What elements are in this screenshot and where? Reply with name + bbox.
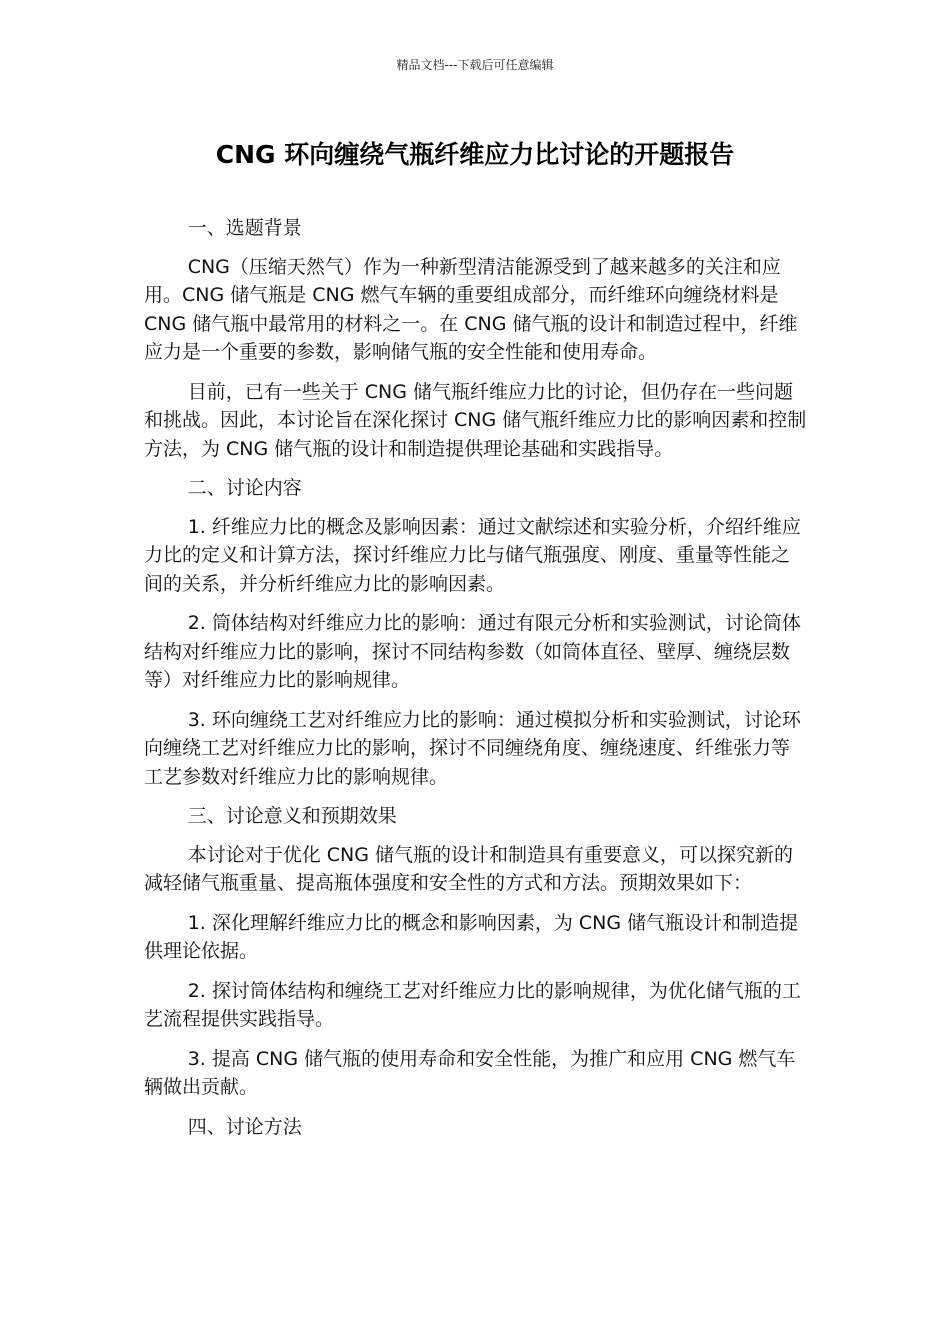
section-heading-method: 四、讨论方法 (187, 1115, 302, 1138)
document-body (144, 214, 808, 1151)
document-title: CNG 环向缠绕气瓶纤维应力比讨论的开题报告 (215, 140, 735, 169)
list-item: 3. 提高 CNG 储气瓶的使用寿命和安全性能，为推广和应用 CNG 燃气车辆做出贡献。 (144, 1047, 796, 1098)
paragraph: CNG（压缩天然气）作为一种新型清洁能源受到了越来越多的关注和应用。CNG 储气瓶是 CNG 燃气车辆的重要组成部分，而纤维环向缠绕材料是 CNG 储气瓶中最常用的材料之一。在 CNG 储气瓶的设计和制造过程中，纤维应力是一个重要的参数，影响储气瓶的安全性能和使用寿命。 (144, 255, 798, 363)
section-heading-content: 二、讨论内容 (187, 477, 302, 499)
section-heading-background: 一、选题背景 (187, 217, 302, 239)
paragraph: 目前，已有一些关于 CNG 储气瓶纤维应力比的讨论，但仍存在一些问题和挑战。因此，本讨论旨在深化探讨 CNG 储气瓶纤维应力比的影响因素和控制方法，为 CNG 储气瓶的设计和制造提供理论基础和实践指导。 (144, 380, 807, 460)
list-item: 2. 探讨筒体结构和缠绕工艺对纤维应力比的影响规律，为优化储气瓶的工艺流程提供实践指导。 (144, 979, 801, 1030)
list-item: 1. 深化理解纤维应力比的概念和影响因素，为 CNG 储气瓶设计和制造提供理论依据。 (144, 911, 799, 962)
section-heading-significance: 三、讨论意义和预期效果 (187, 805, 397, 827)
list-item: 2. 筒体结构对纤维应力比的影响：通过有限元分析和实验测试，讨论筒体结构对纤维应力比的影响，探讨不同结构参数（如筒体直径、壁厚、缠绕层数等）对纤维应力比的影响规律。 (144, 612, 801, 691)
page-header: 精品文档---下载后可任意编辑 (396, 58, 554, 72)
list-item: 1. 纤维应力比的概念及影响因素：通过文献综述和实验分析，介绍纤维应力比的定义和计算方法，探讨纤维应力比与储气瓶强度、刚度、重量等性能之间的关系，并分析纤维应力比的影响因素。 (144, 515, 801, 595)
paragraph: 本讨论对于优化 CNG 储气瓶的设计和制造具有重要意义，可以探究新的减轻储气瓶重量、提高瓶体强度和安全性的方式和方法。预期效果如下： (144, 843, 793, 894)
list-item: 3. 环向缠绕工艺对纤维应力比的影响：通过模拟分析和实验测试，讨论环向缠绕工艺对纤维应力比的影响，探讨不同缠绕角度、缠绕速度、纤维张力等工艺参数对纤维应力比的影响规律。 (144, 708, 801, 788)
